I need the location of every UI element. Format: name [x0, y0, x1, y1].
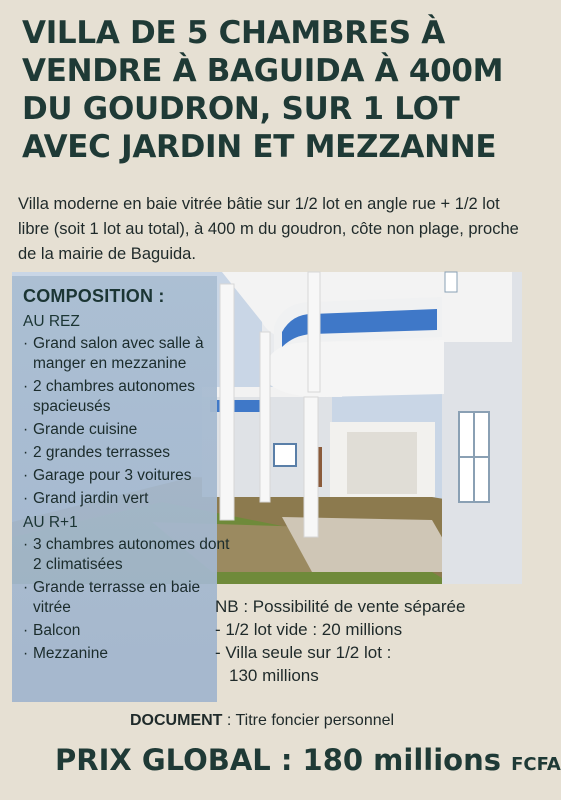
level-label-rez: AU REZ [23, 313, 80, 330]
list-item [12, 644, 242, 664]
nb-note [215, 595, 525, 687]
bullet-icon: · [23, 378, 29, 395]
listing-title: VILLA DE 5 CHAMBRES À VENDRE À BAGUIDA À 400M DU GOUDRON, SUR 1 LOT AVEC JARDIN ET MEZZANNE [22, 15, 504, 165]
list-item [12, 377, 242, 417]
composition-content [12, 285, 242, 667]
bullet-icon: · [23, 645, 29, 662]
nb-line: 130 millions [229, 666, 319, 685]
price-label: PRIX GLOBAL : 180 millions [55, 743, 501, 777]
bullet-icon: · [23, 579, 29, 596]
bullet-icon: · [23, 536, 29, 553]
item-text: Grand salon avec salle à manger en mezzanine [33, 335, 204, 372]
composition-heading: COMPOSITION : [23, 286, 165, 306]
list-item [12, 334, 242, 374]
item-text: Grand jardin vert [33, 490, 149, 507]
list-item [12, 578, 242, 618]
r1-item-list [12, 535, 242, 664]
nb-line: - 1/2 lot vide : 20 millions [215, 620, 403, 639]
bullet-icon: · [23, 421, 29, 438]
nb-line: NB : Possibilité de vente séparée [215, 597, 466, 616]
price-currency: FCFA [511, 754, 561, 775]
item-text: 2 chambres autonomes spacieusés [33, 378, 195, 415]
level-label-r1: AU R+1 [23, 514, 78, 531]
bullet-icon: · [23, 335, 29, 352]
global-price [55, 740, 561, 785]
item-text: Grande terrasse en baie vitrée [33, 579, 201, 616]
rez-item-list [12, 334, 242, 509]
item-text: Garage pour 3 voitures [33, 467, 192, 484]
item-text: Balcon [33, 622, 81, 639]
document-value: : Titre foncier personnel [222, 712, 395, 729]
item-text: 2 grandes terrasses [33, 444, 170, 461]
list-item [12, 535, 242, 575]
bullet-icon: · [23, 467, 29, 484]
list-item [12, 489, 242, 509]
list-item [12, 420, 242, 440]
bullet-icon: · [23, 490, 29, 507]
bullet-icon: · [23, 622, 29, 639]
document-info [130, 711, 394, 731]
item-text: Mezzanine [33, 645, 108, 662]
listing-description: Villa moderne en baie vitrée bâtie sur 1/2 lot en angle rue + 1/2 lot libre (soit 1 lot au total), à 400 m du goudron, côte non plage, proche de la mairie de Baguida. [18, 195, 519, 263]
list-item [12, 621, 242, 641]
document-label: DOCUMENT [130, 712, 223, 729]
list-item [12, 443, 242, 463]
list-item [12, 466, 242, 486]
nb-line: - Villa seule sur 1/2 lot : [215, 643, 392, 662]
item-text: 3 chambres autonomes dont 2 climatisées [33, 536, 230, 573]
bullet-icon: · [23, 444, 29, 461]
item-text: Grande cuisine [33, 421, 138, 438]
